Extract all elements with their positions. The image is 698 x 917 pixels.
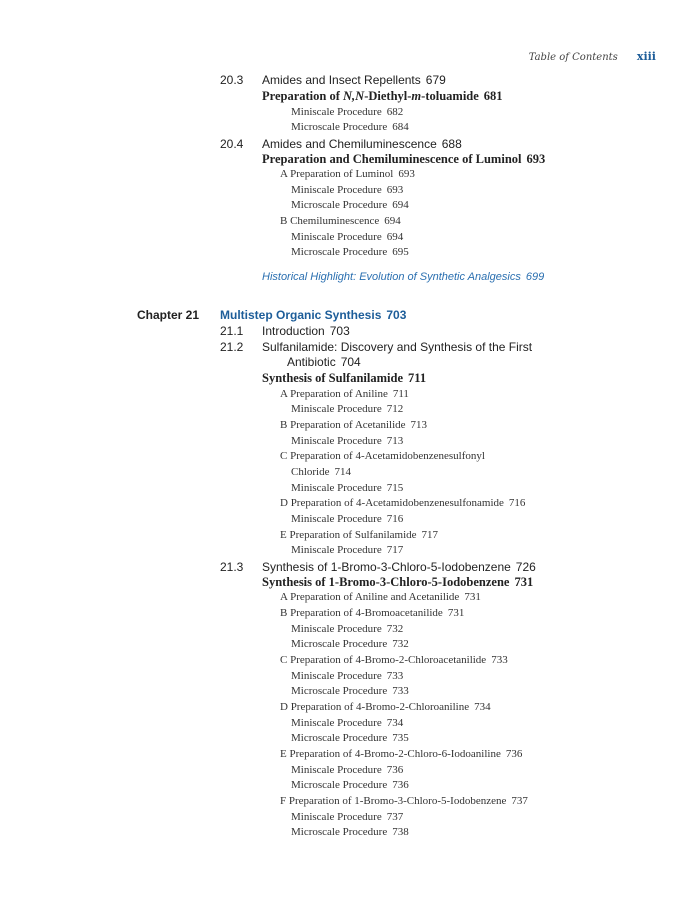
toc-entry-text: Miniscale Procedure [291,435,382,447]
toc-entry-text: Miniscale Procedure [291,482,382,494]
toc-page-number: 714 [334,466,351,478]
toc-entry-text: C Preparation of 4-Acetamidobenzenesulfonyl [280,450,485,462]
toc-procedure-entry [291,685,409,697]
toc-entry-text: Amides and Chemiluminescence [262,137,437,151]
toc-page-number: 731 [514,575,534,589]
toc-page-number: 737 [386,811,404,823]
toc-entry-text: D Preparation of 4-Bromo-2-Chloroaniline [280,701,470,713]
toc-entry-text: Miniscale Procedure [291,544,382,556]
toc-procedure-entry [291,732,409,744]
toc-page-number: 731 [447,607,465,619]
toc-procedure-entry [291,513,403,525]
toc-entry-text: 20.4 [220,137,244,151]
toc-page-number: 699 [525,271,545,283]
toc-entry-text: 20.3 [220,73,244,87]
toc-entry-text: Miniscale Procedure [291,717,382,729]
toc-entry-text: Microscale Procedure [291,246,388,258]
toc-entry-text: E Preparation of 4-Bromo-2-Chloro-6-Iodoaniline [280,748,501,760]
toc-section-number [220,560,243,574]
toc-page-number: 735 [392,732,409,744]
toc-entry-text: E Preparation of Sulfanilamide [280,529,417,541]
toc-part-title [280,607,464,619]
toc-entry-text: A Preparation of Aniline and Acetanilide [280,591,460,603]
toc-page-number: 693 [398,168,415,180]
toc-entry-text: Chapter 21 [137,308,200,322]
toc-section-number [220,137,243,151]
toc-procedure-entry [291,199,409,211]
toc-part-title [280,748,522,760]
toc-section-title [262,73,446,87]
toc-page-number: 694 [386,231,404,243]
toc-page-number: 726 [515,560,536,574]
toc-experiment-title [262,371,426,386]
toc-page-number: 693 [526,152,546,166]
toc-page-number: 734 [386,717,404,729]
toc-section-title [262,137,462,151]
toc-entry-text: Miniscale Procedure [291,623,382,635]
toc-page-number: 713 [410,419,428,431]
toc-entry-text: Microscale Procedure [291,199,388,211]
toc-entry-text: Miniscale Procedure [291,231,382,243]
toc-entry-text: C Preparation of 4-Bromo-2-Chloroacetanilide [280,654,487,666]
toc-part-title [280,529,438,541]
toc-procedure-entry [291,638,409,650]
toc-procedure-entry [291,403,403,415]
toc-experiment-title [262,152,545,167]
toc-entry-text: Synthesis of 1-Bromo-3-Chloro-5-Iodobenzene [262,560,511,574]
toc-page-number: 693 [386,184,404,196]
toc-part-title [280,168,415,180]
toc-page-number: 695 [392,246,409,258]
toc-page-number: 732 [392,638,409,650]
toc-page-number: 684 [392,121,409,133]
toc-procedure-entry [291,717,403,729]
toc-procedure-entry [291,764,403,776]
toc-entry-text: Microscale Procedure [291,685,388,697]
toc-historical-highlight [262,271,544,283]
toc-page-number: 715 [386,482,404,494]
toc-part-title [280,419,427,431]
toc-entry-text: Preparation and Chemiluminescence of Luminol [262,152,522,166]
toc-page-number: 736 [386,764,404,776]
toc-page-number: 694 [384,215,401,227]
toc-procedure-entry [291,121,409,133]
toc-part-title [280,215,401,227]
toc-entry-text: Synthesis of Sulfanilamide [262,371,404,385]
toc-page-number: 738 [392,826,409,838]
toc-page-number: 703 [329,324,350,338]
toc-part-title [280,654,508,666]
toc-page-number: 688 [441,137,462,151]
toc-page-number: 733 [392,685,409,697]
toc-entry-text: A Preparation of Luminol [280,168,394,180]
toc-page-number: 733 [491,654,508,666]
toc-page-number: 694 [392,199,409,211]
toc-procedure-entry [291,106,403,118]
toc-chapter-label [137,308,199,322]
toc-procedure-entry [291,466,351,478]
toc-procedure-entry [291,246,409,258]
toc-page-number: 731 [464,591,481,603]
toc-part-title [280,701,491,713]
toc-page-number: 711 [408,371,427,385]
toc-entry-text: Chloride [291,466,330,478]
toc-page-number: 736 [505,748,523,760]
toc-part-title [280,591,481,603]
toc-entry-text: Introduction [262,324,325,338]
toc-entry-text: Miniscale Procedure [291,513,382,525]
toc-part-title [280,450,485,462]
toc-procedure-entry [291,184,403,196]
toc-entry-text: Miniscale Procedure [291,811,382,823]
toc-procedure-entry [291,826,409,838]
toc-entry-text: 21.2 [220,340,244,354]
toc-entry-text: Sulfanilamide: Discovery and Synthesis of the First [262,340,533,354]
toc-page-number: 734 [474,701,491,713]
toc-entry-text: Miniscale Procedure [291,106,382,118]
toc-page-number: 717 [421,529,439,541]
toc-procedure-entry [291,435,403,447]
toc-procedure-entry [291,779,409,791]
toc-page-number: 712 [386,403,404,415]
toc-entry-text: Microscale Procedure [291,826,388,838]
toc-entry-text: Microscale Procedure [291,638,388,650]
toc-procedure-entry [291,544,403,556]
toc-page-number: 681 [483,89,503,103]
toc-page-number: 716 [386,513,404,525]
toc-procedure-entry [291,811,403,823]
running-header [529,45,656,64]
toc-page-number: 733 [386,670,404,682]
toc-section-number [220,340,243,354]
toc-section-title [262,560,536,574]
toc-section-title-continued [287,355,361,369]
toc-section-title [262,324,350,338]
toc-page-number: 736 [392,779,409,791]
toc-section-title [262,340,532,354]
toc-page-number: 716 [508,497,526,509]
toc-page-number: 711 [392,388,409,400]
toc-page-number: 732 [386,623,404,635]
toc-page-number: 704 [340,355,361,369]
toc-entry-text: A Preparation of Aniline [280,388,388,400]
toc-part-title [280,497,525,509]
toc-entry-text: 21.3 [220,560,244,574]
toc-part-title [280,388,409,400]
toc-entry-text: Miniscale Procedure [291,670,382,682]
toc-procedure-entry [291,623,403,635]
toc-page-number: 717 [386,544,404,556]
toc-entry-text: Preparation of N,N-Diethyl-m-toluamide [262,89,479,103]
toc-section-number [220,73,243,87]
toc-entry-text: Historical Highlight: Evolution of Synthetic Analgesics [262,271,521,283]
toc-experiment-title [262,89,503,104]
toc-entry-text: Miniscale Procedure [291,764,382,776]
toc-page-number: 737 [511,795,528,807]
toc-entry-text: F Preparation of 1-Bromo-3-Chloro-5-Iodobenzene [280,795,507,807]
page-number: xiii [636,50,656,63]
running-header-title: Table of Contents [528,52,618,63]
toc-entry-text: 21.1 [220,324,244,338]
toc-page-number: 703 [386,308,407,322]
toc-section-number [220,324,243,338]
toc-entry-text: Synthesis of 1-Bromo-3-Chloro-5-Iodobenzene [262,575,510,589]
toc-entry-text: Miniscale Procedure [291,403,382,415]
toc-page-number: 713 [386,435,404,447]
toc-procedure-entry [291,482,403,494]
toc-experiment-title [262,575,533,590]
toc-page-number: 679 [425,73,446,87]
toc-page-number: 682 [386,106,404,118]
toc-entry-text: B Preparation of Acetanilide [280,419,406,431]
toc-entry-text: D Preparation of 4-Acetamidobenzenesulfonamide [280,497,504,509]
toc-procedure-entry [291,231,403,243]
toc-part-title [280,795,528,807]
toc-entry-text: Amides and Insect Repellents [262,73,421,87]
toc-entry-text: Antibiotic [287,355,336,369]
toc-entry-text: B Preparation of 4-Bromoacetanilide [280,607,443,619]
toc-chapter-title [220,308,406,322]
toc-entry-text: Microscale Procedure [291,732,388,744]
toc-entry-text: B Chemiluminescence [280,215,380,227]
toc-entry-text: Multistep Organic Synthesis [220,308,382,322]
toc-entry-text: Microscale Procedure [291,779,388,791]
toc-entry-text: Microscale Procedure [291,121,388,133]
toc-entry-text: Miniscale Procedure [291,184,382,196]
toc-procedure-entry [291,670,403,682]
